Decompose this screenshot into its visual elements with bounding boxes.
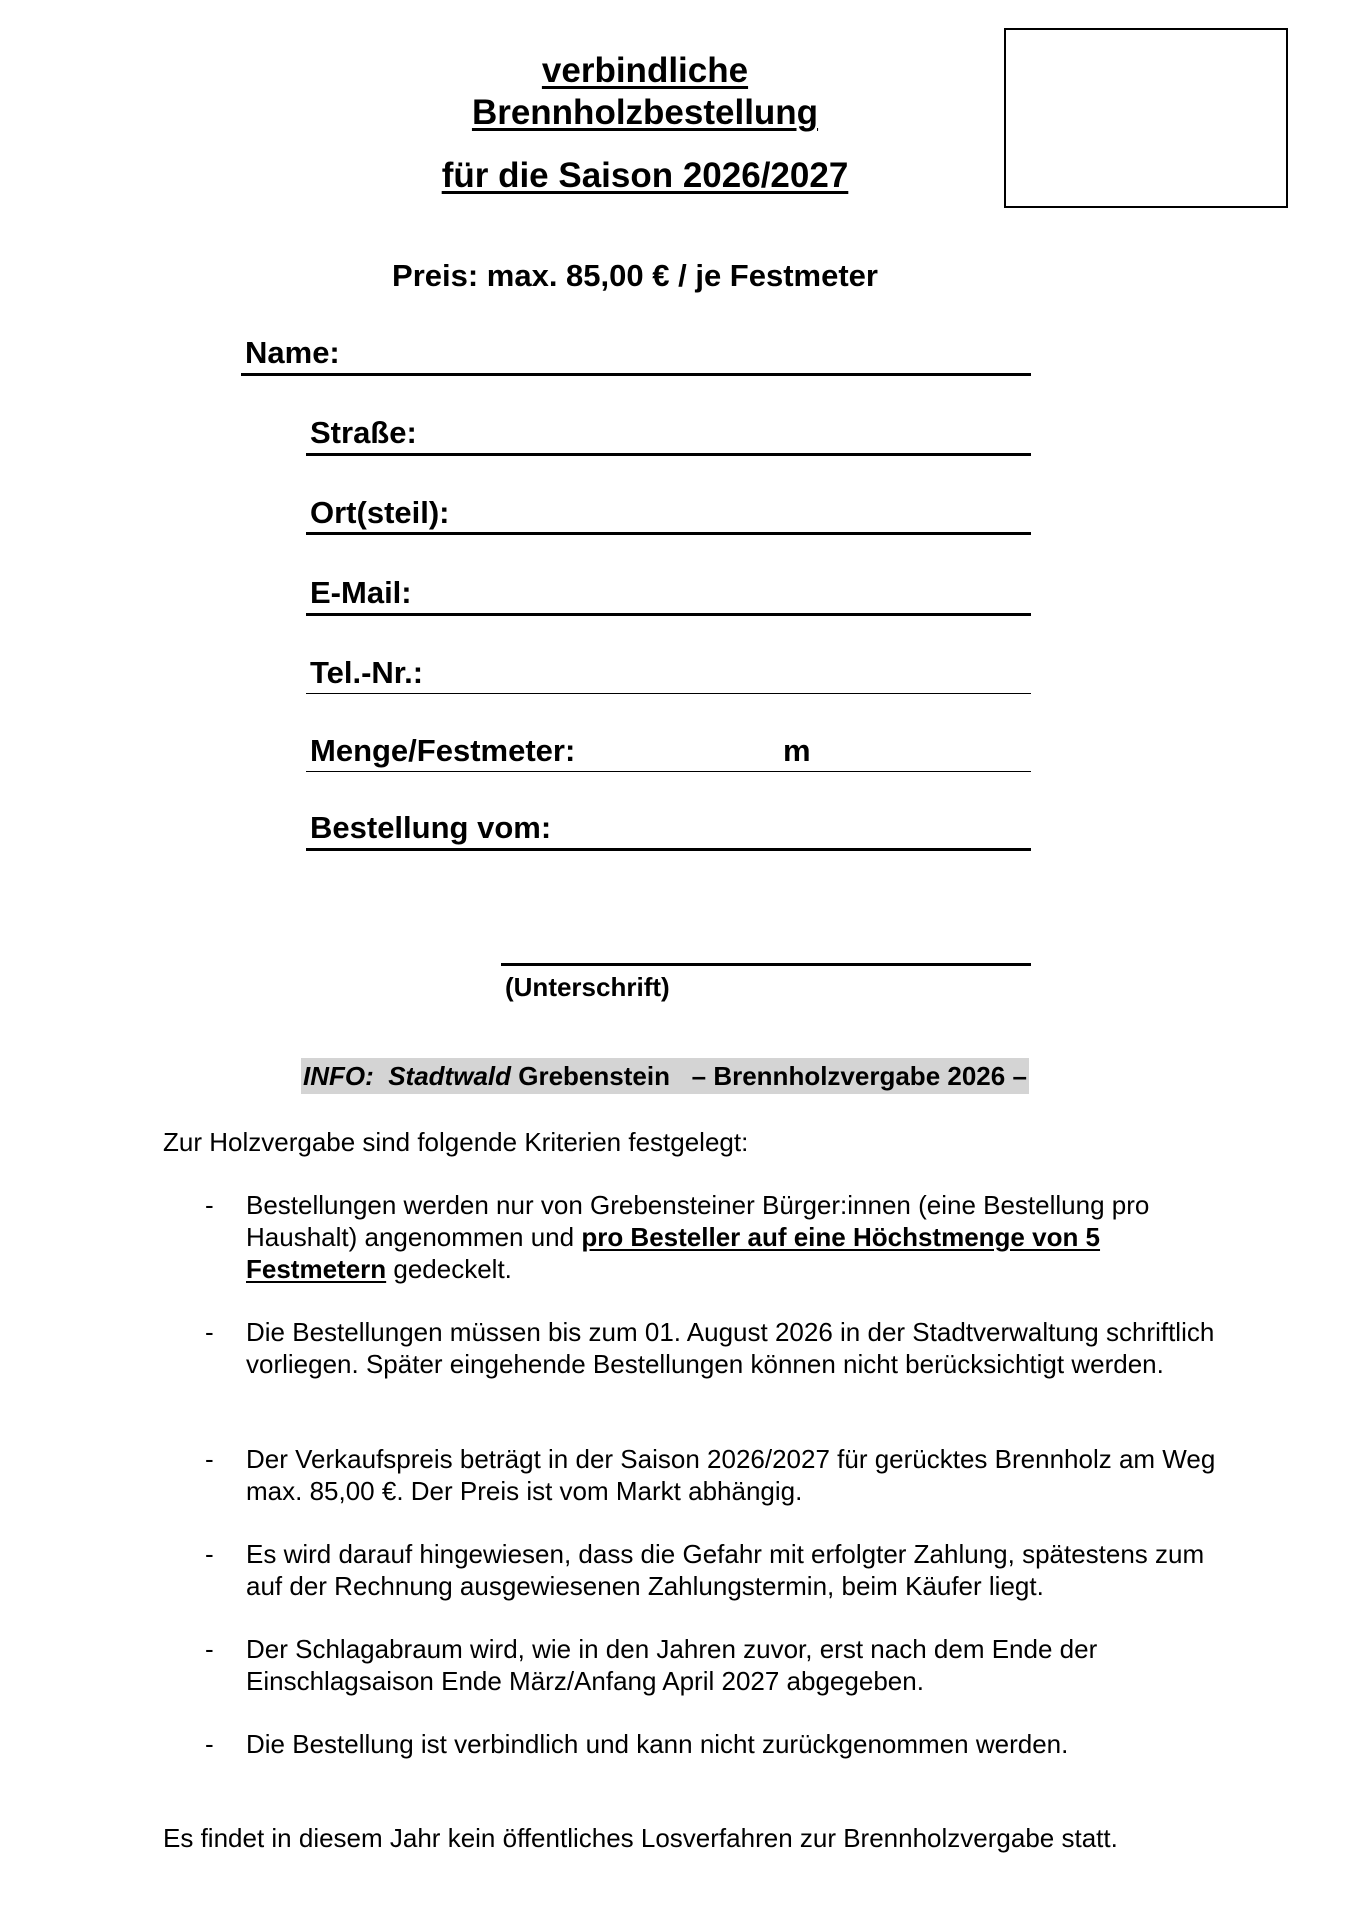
criterion-1-emphasis: pro Besteller auf eine Höchstmenge von 5 Festmetern — [246, 1222, 1101, 1284]
criterion-6: Die Bestellung ist verbindlich und kann nicht zurückgenommen werden. — [246, 1729, 1069, 1759]
criterion-1-end: gedeckelt. — [386, 1254, 512, 1284]
stamp-box — [1004, 28, 1288, 208]
district-label: Ort(steil): — [310, 495, 450, 530]
name-label: Name: — [245, 335, 340, 370]
signature-line[interactable] — [501, 963, 1031, 966]
info-suffix: – Brennholzvergabe 2026 – — [691, 1061, 1027, 1091]
signature-label: (Unterschrift) — [505, 972, 670, 1002]
criterion-5: Der Schlagabraum wird, wie in den Jahren zuvor, erst nach dem Ende der Einschlagsaison Ende März/Anfang April 2027 abgegeben. — [246, 1634, 1098, 1696]
criterion-1 — [246, 1189, 1226, 1285]
criterion-4: Es wird darauf hingewiesen, dass die Gefahr mit erfolgter Zahlung, spätestens zum auf der Rechnung ausgewiesenen Zahlungstermin, beim Käufer liegt. — [246, 1539, 1205, 1601]
intro-text: Zur Holzvergabe sind folgende Kriterien festgelegt: — [163, 1127, 749, 1157]
email-label: E-Mail: — [310, 575, 412, 610]
quantity-unit: m — [783, 733, 811, 768]
criterion-3: Der Verkaufspreis beträgt in der Saison 2026/2027 für gerücktes Brennholz am Weg max. 85,00 €. Der Preis ist vom Markt abhängig. — [246, 1444, 1216, 1506]
quantity-label: Menge/Festmeter: — [310, 733, 576, 768]
order-date-field[interactable] — [306, 848, 1031, 851]
bullet-dash: - — [205, 1190, 214, 1220]
price-line: Preis: max. 85,00 € / je Festmeter — [392, 258, 878, 293]
phone-label: Tel.-Nr.: — [310, 655, 424, 690]
info-place-name: Grebenstein — [518, 1061, 670, 1091]
order-date-label: Bestellung vom: — [310, 810, 552, 845]
street-label: Straße: — [310, 415, 417, 450]
street-field[interactable] — [306, 453, 1031, 456]
bullet-dash: - — [205, 1729, 214, 1759]
bullet-dash: - — [205, 1634, 214, 1664]
title-line-3: für die Saison 2026/2027 — [441, 156, 849, 195]
quantity-field[interactable] — [306, 771, 1031, 772]
info-heading — [301, 1058, 1029, 1094]
district-field[interactable] — [306, 532, 1031, 535]
email-field[interactable] — [306, 613, 1031, 616]
footer-text: Es findet in diesem Jahr kein öffentliches Losverfahren zur Brennholzvergabe statt. — [163, 1823, 1118, 1853]
title-line-1: verbindliche — [541, 51, 749, 90]
name-field[interactable] — [241, 373, 1031, 376]
phone-field[interactable] — [306, 693, 1031, 694]
title-line-2: Brennholzbestellung — [471, 93, 819, 132]
info-place-italic: Stadtwald — [388, 1061, 512, 1091]
criterion-2: Die Bestellungen müssen bis zum 01. August 2026 in der Stadtverwaltung schriftlich vorliegen. Später eingehende Bestellungen können nicht berücksichtigt werden. — [246, 1317, 1215, 1379]
bullet-dash: - — [205, 1444, 214, 1474]
criterion-1-text: Bestellungen werden nur von Grebensteiner Bürger:innen (eine Bestellung pro Haushalt) angenommen und — [246, 1190, 1150, 1252]
bullet-dash: - — [205, 1317, 214, 1347]
bullet-dash: - — [205, 1539, 214, 1569]
info-prefix: INFO: — [303, 1061, 374, 1091]
